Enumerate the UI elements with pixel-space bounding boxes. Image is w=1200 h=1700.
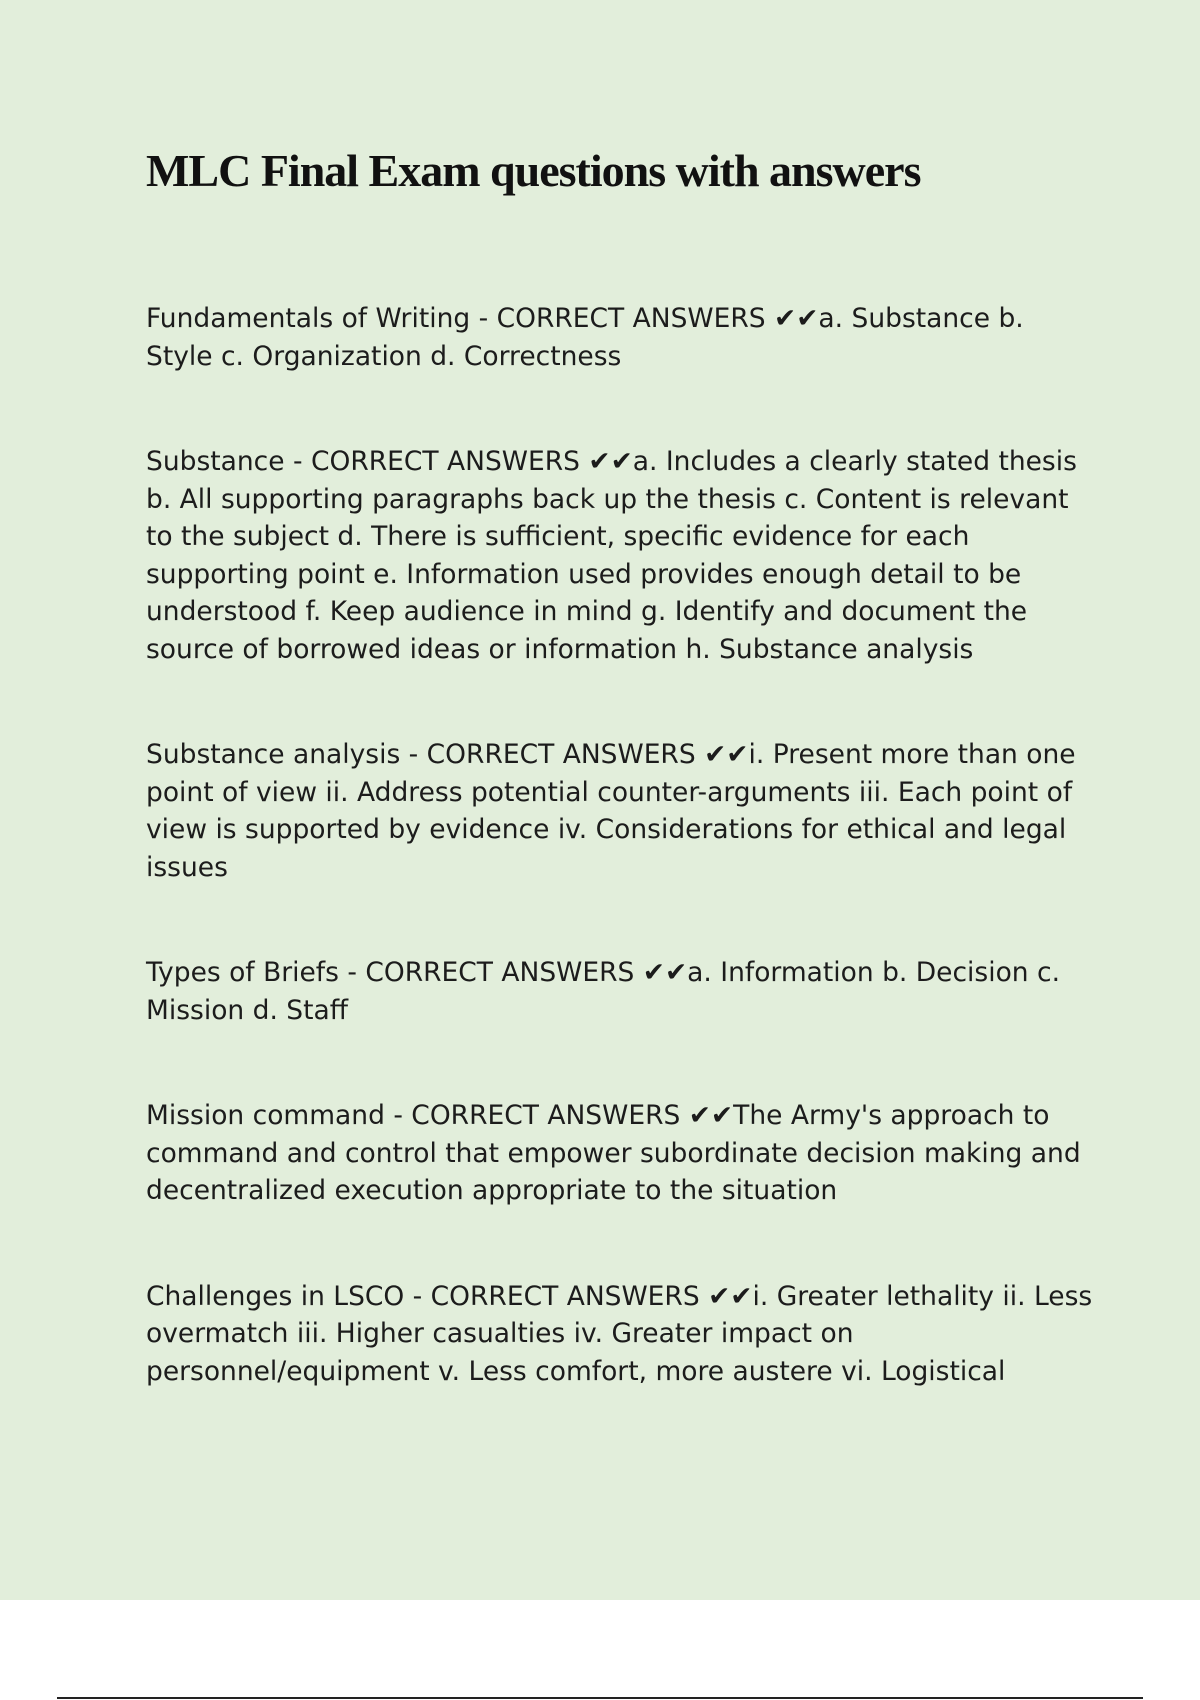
qa-entry-challenges-in-lsco: Challenges in LSCO - CORRECT ANSWERS ✔✔i. Greater lethality ii. Less overmatch iii. Higher casualties iv. Greater impact on personnel/equipment v. Less comfort, more austere vi. Logistical [146,1280,1093,1387]
page-footer-divider [57,1697,1143,1699]
qa-list [146,300,1096,1458]
qa-entry-substance-analysis: Substance analysis - CORRECT ANSWERS ✔✔i. Present more than one point of view ii. Address potential counter-arguments iii. Each point of view is supported by evidence iv. Considerations for ethical and legal issues [146,739,1076,883]
qa-entry-substance: Substance - CORRECT ANSWERS ✔✔a. Includes a clearly stated thesis b. All supporting paragraphs back up the thesis c. Content is relevant to the subject d. There is sufficient, specific evidence for each supporting point e. Information used provides enough detail to be understood f. Keep audience in mind g. Identify and document the source of borrowed ideas or information h. Substance analysis [146,446,1077,665]
qa-entry-types-of-briefs: Types of Briefs - CORRECT ANSWERS ✔✔a. Information b. Decision c. Mission d. Staff [146,957,1060,1026]
qa-entry-fundamentals-of-writing: Fundamentals of Writing - CORRECT ANSWERS ✔✔a. Substance b. Style c. Organization d. Correctness [146,303,1024,372]
document-title: MLC Final Exam questions with answers [146,145,921,196]
qa-entry-mission-command: Mission command - CORRECT ANSWERS ✔✔The Army's approach to command and control that empower subordinate decision making and decentralized execution appropriate to the situation [146,1100,1081,1206]
